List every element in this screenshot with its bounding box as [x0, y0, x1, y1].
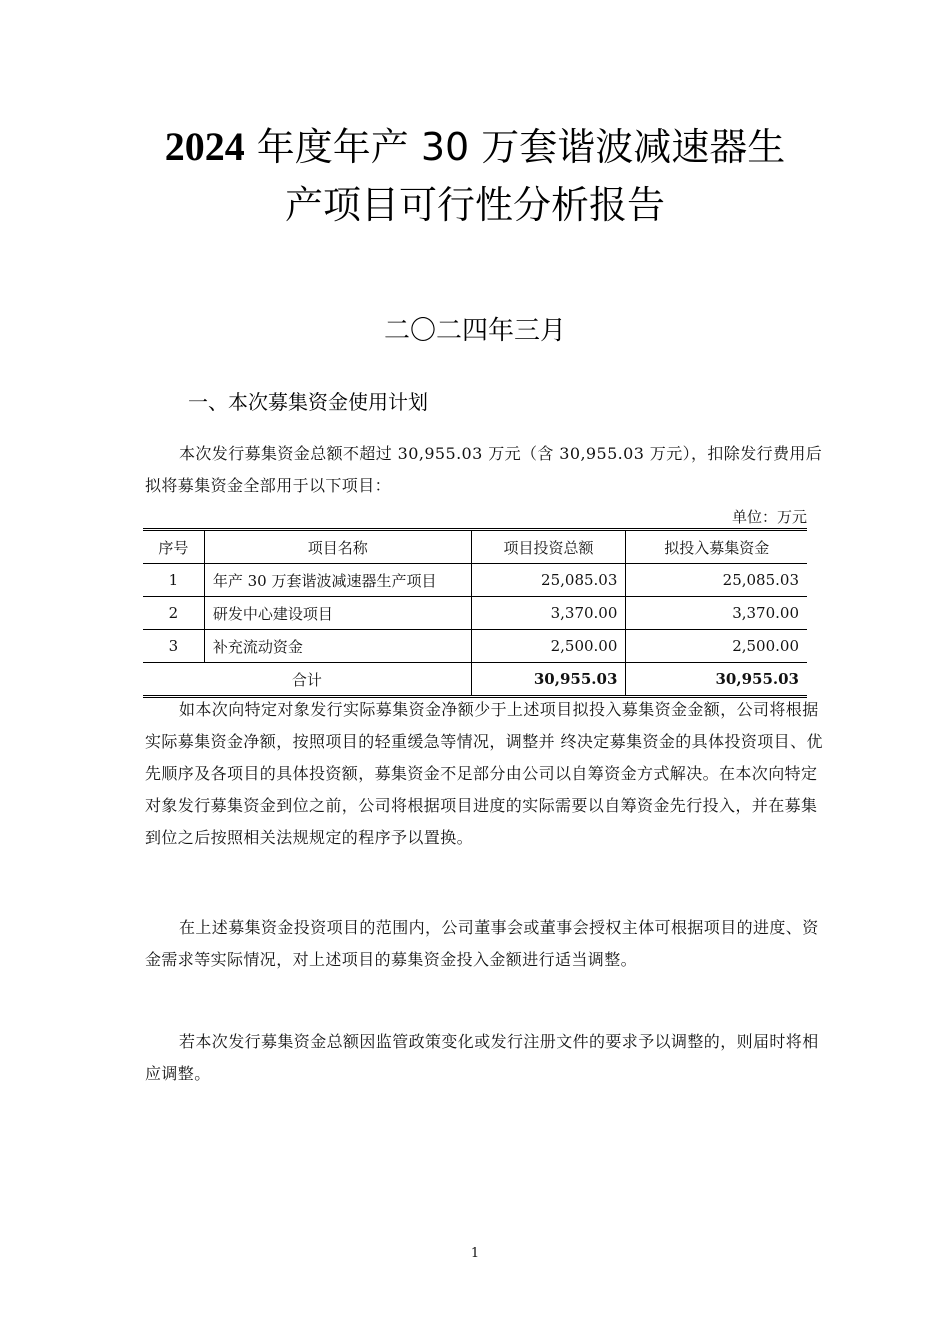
paragraph-2: 如本次向特定对象发行实际募集资金净额少于上述项目拟投入募集资金金额，公司将根据实际募集资金净额，按照项目的轻重缓急等情况，调整并 终决定募集资金的具体投资项目、优先顺序及各项目的具体投资额，募集资金不足部分由公司以自筹资金方式解决。在本次向特定对象发行募集资金到位之前，公司将根据项目进度的实际需要以自筹资金先行投入，并在募集到位之后按照相关法规规定的程序予以置换。 [145, 700, 823, 847]
row-raised-funds: 25,085.03 [626, 564, 807, 597]
header-total-investment: 项目投资总额 [471, 530, 626, 564]
total-raised-funds: 30,955.03 [626, 663, 807, 697]
row-project-name: 补充流动资金 [204, 630, 471, 663]
row-project-name: 研发中心建设项目 [204, 597, 471, 630]
header-index: 序号 [143, 530, 204, 564]
table-row [143, 630, 807, 663]
section-heading: 一、本次募集资金使用计划 [188, 390, 428, 414]
paragraph-3: 在上述募集资金投资项目的范围内，公司董事会或董事会授权主体可根据项目的进度、资金需求等实际情况，对上述项目的募集资金投入金额进行适当调整。 [145, 918, 819, 969]
row-raised-funds: 2,500.00 [626, 630, 807, 663]
row-index: 3 [143, 630, 204, 663]
paragraph-1: 本次发行募集资金总额不超过 30,955.03 万元（含 30,955.03 万元），扣除发行费用后拟将募集资金全部用于以下项目： [145, 444, 823, 495]
header-project-name: 项目名称 [204, 530, 471, 564]
unit-note: 单位：万元 [731, 508, 807, 526]
page-number: 1 [470, 1246, 480, 1261]
title-line-1 [0, 118, 950, 176]
document-date: 二〇二四年三月 [383, 316, 566, 346]
title-line-1-text: 年度年产 30 万套谐波减速器生 [256, 125, 786, 169]
row-total-investment: 2,500.00 [471, 630, 626, 663]
table-header-row [143, 530, 807, 564]
fund-usage-table [143, 528, 807, 698]
title-line-2: 产项目可行性分析报告 [284, 183, 665, 227]
row-index: 1 [143, 564, 204, 597]
table-row [143, 564, 807, 597]
row-index: 2 [143, 597, 204, 630]
document-title [0, 118, 950, 234]
row-total-investment: 3,370.00 [471, 597, 626, 630]
row-project-name: 年产 30 万套谐波减速器生产项目 [204, 564, 471, 597]
table-total-row [143, 663, 807, 697]
total-label: 合计 [143, 663, 471, 697]
total-investment: 30,955.03 [471, 663, 626, 697]
title-year: 2024 [164, 124, 245, 169]
row-total-investment: 25,085.03 [471, 564, 626, 597]
header-raised-funds: 拟投入募集资金 [626, 530, 807, 564]
row-raised-funds: 3,370.00 [626, 597, 807, 630]
table-row [143, 597, 807, 630]
paragraph-4: 若本次发行募集资金总额因监管政策变化或发行注册文件的要求予以调整的，则届时将相应调整。 [145, 1032, 819, 1083]
